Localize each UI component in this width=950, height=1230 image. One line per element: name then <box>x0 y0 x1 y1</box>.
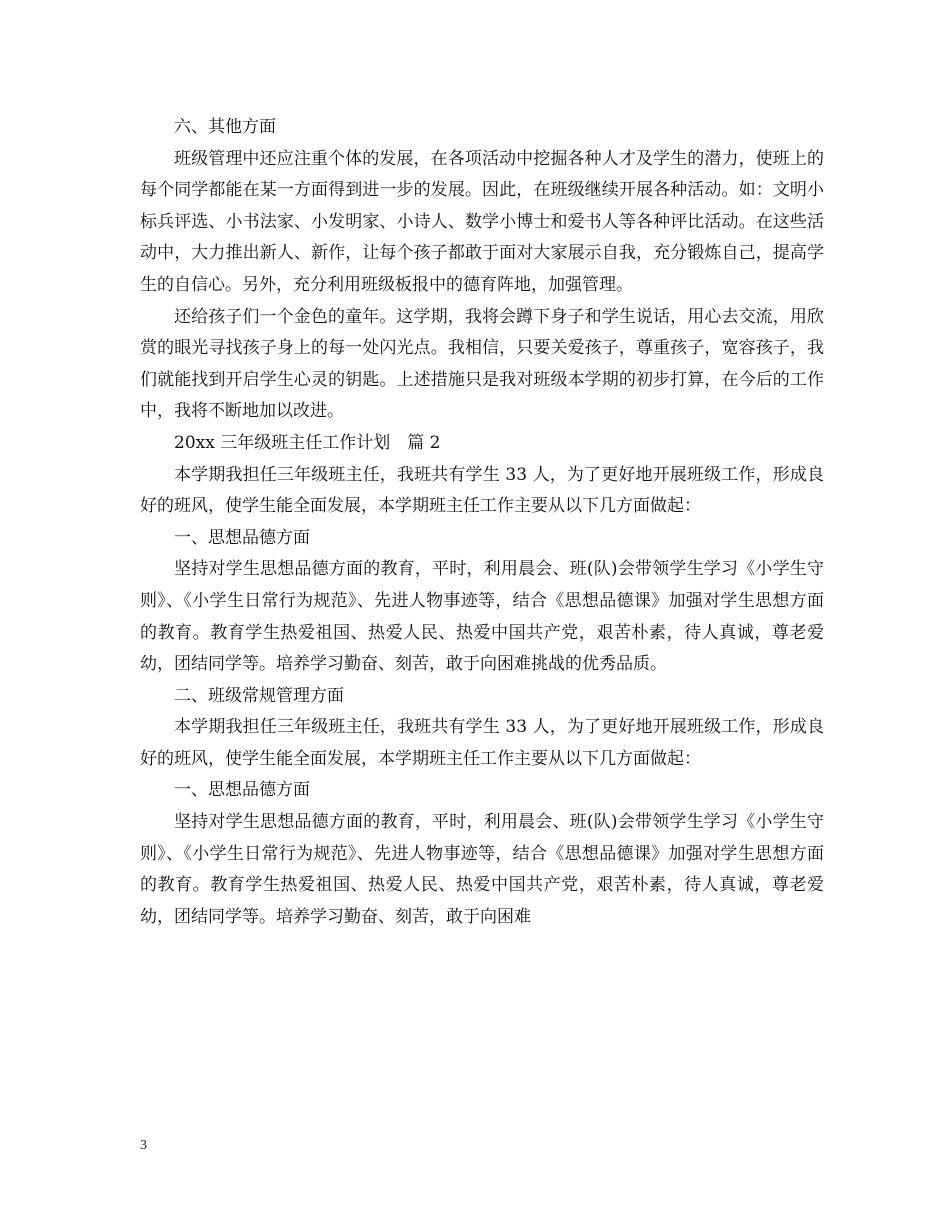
paragraph-moral-education: 坚持对学生思想品德方面的教育，平时，利用晨会、班(队)会带领学生学习《小学生守则》、《小学生日常行为规范》、先进人物事迹等，结合《思想品德课》加强对学生思想方面的教育。教育学生热爱祖国、热爱人民、热爱中国共产党，艰苦朴素，待人真诚，尊老爱幼，团结同学等。培养学习勤奋、刻苦，敢于向困难挑战的优秀品质。 <box>140 559 824 675</box>
section-heading-other-aspects: 六、其他方面 <box>174 117 276 137</box>
section-heading-moral-education-repeat: 一、思想品德方面 <box>174 780 310 801</box>
page-number: 3 <box>140 1138 147 1153</box>
section-heading-class-management: 二、班级常规管理方面 <box>174 685 344 706</box>
paragraph-moral-education-repeat: 坚持对学生思想品德方面的教育，平时，利用晨会、班(队)会带领学生学习《小学生守则》、《小学生日常行为规范》、先进人物事迹等，结合《思想品德课》加强对学生思想方面的教育。教育学生热爱祖国、热爱人民、热爱中国共产党，艰苦朴素，待人真诚，尊老爱幼，团结同学等。培养学习勤奋、刻苦，敢于向困难 <box>140 812 824 927</box>
paragraph-intro-repeat: 本学期我担任三年级班主任，我班共有学生 33 人，为了更好地开展班级工作，形成良好的班风，使学生能全面发展，本学期班主任工作主要从以下几方面做起： <box>140 717 824 769</box>
paragraph-individual-development: 班级管理中还应注重个体的发展，在各项活动中挖掘各种人才及学生的潜力，使班上的每个同学都能在某一方面得到进一步的发展。因此，在班级继续开展各种活动。如：文明小标兵评选、小书法家、小发明家、小诗人、数学小博士和爱书人等各种评比活动。在这些活动中，大力推出新人、新作，让每个孩子都敢于面对大家展示自我，充分锻炼自己，提高学生的自信心。另外，充分利用班级板报中的德育阵地，加强管理。 <box>140 148 824 295</box>
plan-title-part-2: 20xx 三年级班主任工作计划 篇 2 <box>174 432 441 453</box>
document-body <box>140 112 824 933</box>
section-heading-moral-education: 一、思想品德方面 <box>174 527 310 548</box>
paragraph-intro: 本学期我担任三年级班主任，我班共有学生 33 人，为了更好地开展班级工作，形成良好的班风，使学生能全面发展，本学期班主任工作主要从以下几方面做起： <box>140 464 824 517</box>
paragraph-golden-childhood: 还给孩子们一个金色的童年。这学期，我将会蹲下身子和学生说话，用心去交流，用欣赏的眼光寻找孩子身上的每一处闪光点。我相信，只要关爱孩子，尊重孩子，宽容孩子，我们就能找到开启学生心灵的钥匙。上述措施只是我对班级本学期的初步打算，在今后的工作中，我将不断地加以改进。 <box>140 306 824 422</box>
